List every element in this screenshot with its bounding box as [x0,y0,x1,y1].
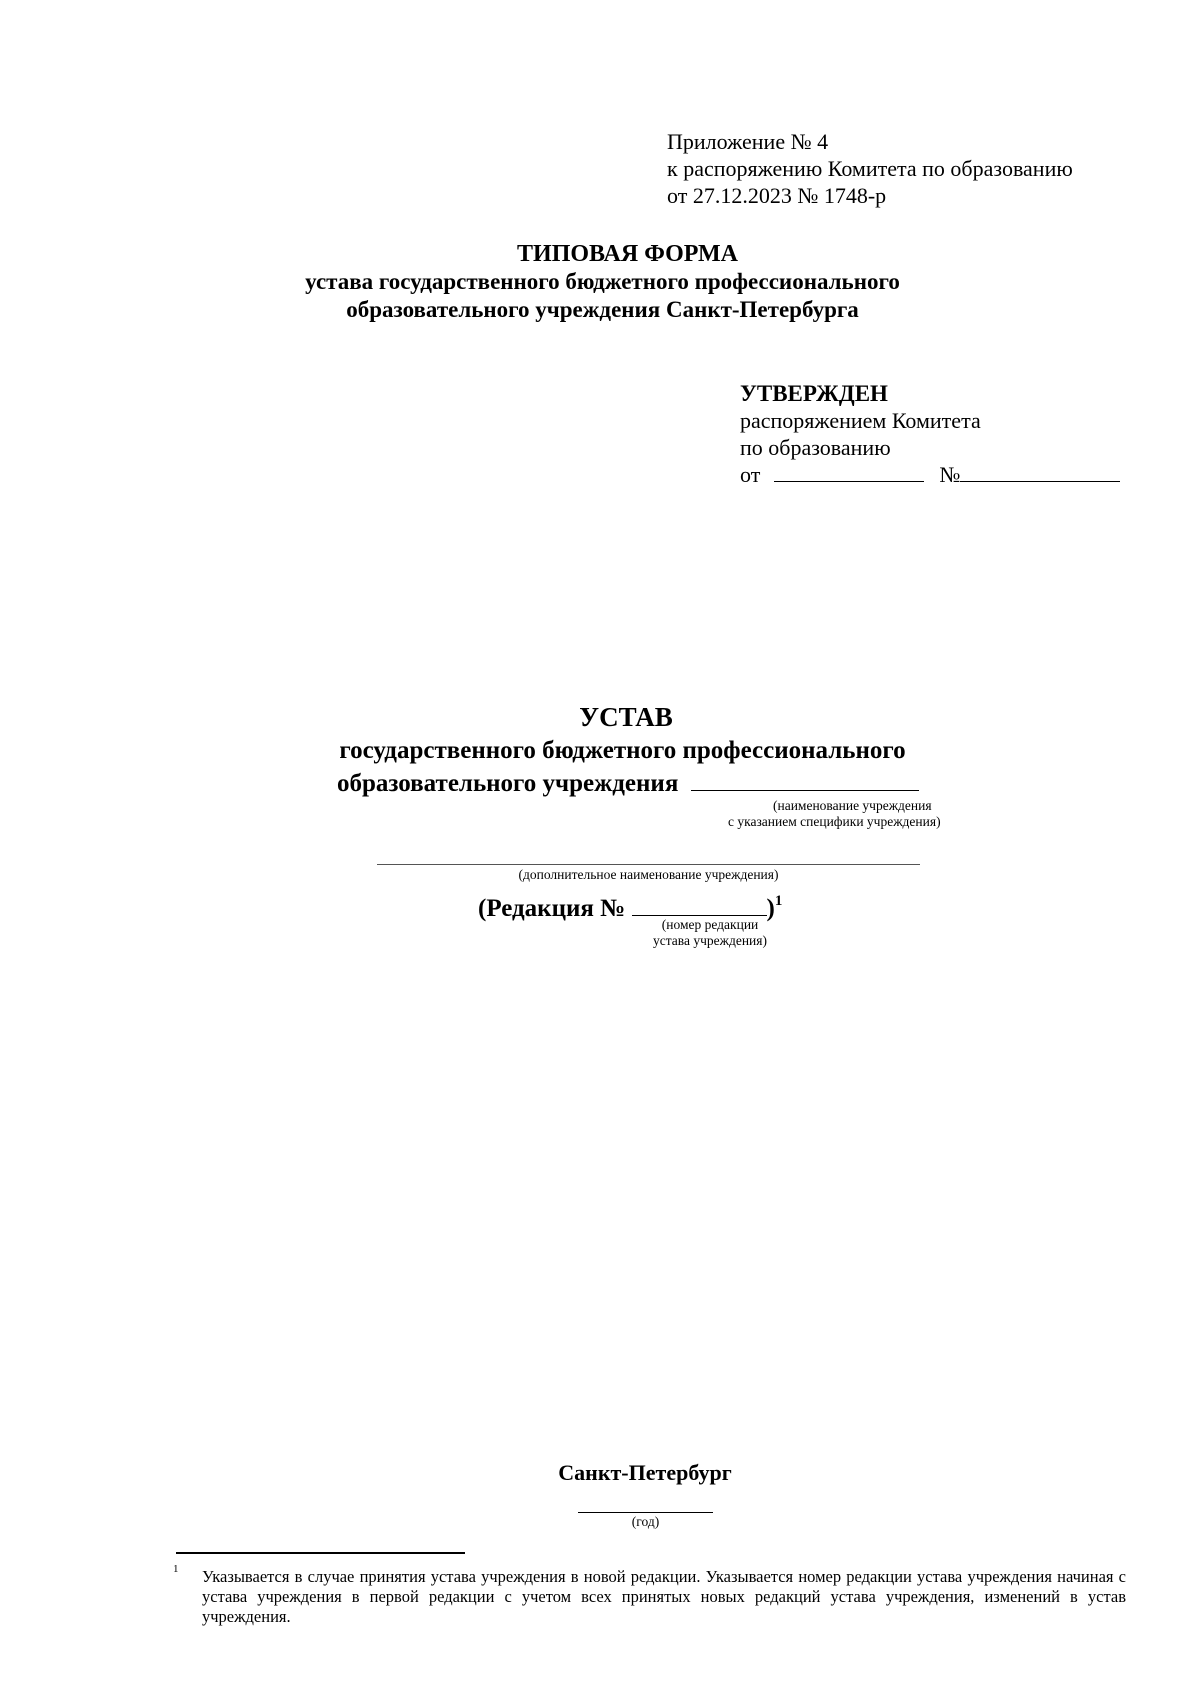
institution-name-blank [691,768,919,791]
approval-heading: УТВЕРЖДЕН [740,381,888,406]
year-hint: (год) [631,1514,660,1529]
institution-name-hint-line-2: с указанием специфики учреждения) [728,814,941,829]
footnote-mark: 1 [173,1563,179,1575]
charter-line-2-row [337,767,1200,800]
appendix-order: к распоряжению Комитета по образованию [667,156,1073,181]
charter-line-1: государственного бюджетного профессионального [339,737,906,764]
form-title [0,240,1200,324]
edition-number-blank [632,893,767,916]
charter-line-2: образовательного учреждения [337,770,679,797]
appendix-reference [667,128,1073,209]
approval-line-1: распоряжением Комитета [740,408,981,433]
charter-heading [0,700,1200,800]
approval-block [740,380,1120,488]
approval-date-blank [774,461,924,482]
institution-name-hint-line-1: (наименование учреждения [772,798,932,813]
form-title-line-1: устава государственного бюджетного профессионального [305,269,900,294]
form-title-heading: ТИПОВАЯ ФОРМА [517,241,738,267]
edition-hint-line-1: (номер редакции [661,917,759,932]
approval-number-label: № [939,462,961,487]
year-blank [578,1512,713,1513]
approval-from-label: от [740,462,761,487]
edition-hint-line-2: устава учреждения) [653,933,767,948]
edition-label: (Редакция № [478,895,626,922]
appendix-date: от 27.12.2023 № 1748-р [667,183,887,208]
footnote-separator [176,1552,465,1554]
appendix-number: Приложение № 4 [667,129,829,154]
approval-date-number-line [740,461,1120,488]
charter-title: УСТАВ [579,702,673,732]
edition-footnote-ref: 1 [774,893,783,909]
edition-close: ) [766,895,775,922]
approval-line-2: по образованию [740,435,891,460]
form-title-line-2: образовательного учреждения Санкт-Петербурга [346,297,859,322]
footnote-text: Указывается в случае принятия устава учреждения в новой редакции. Указывается номер редакции устава учреждения начиная с устава учреждения в первой редакции с учетом всех принятых новых редакций устава учреждения, изменений в устав учреждения. [202,1567,1126,1626]
institution-name-hint [728,798,941,830]
additional-name-blank [377,864,920,865]
city: Санкт-Петербург [558,1460,732,1485]
edition-number-hint [640,917,780,949]
approval-number-blank [960,461,1120,482]
additional-name-hint: (дополнительное наименование учреждения) [518,867,779,882]
